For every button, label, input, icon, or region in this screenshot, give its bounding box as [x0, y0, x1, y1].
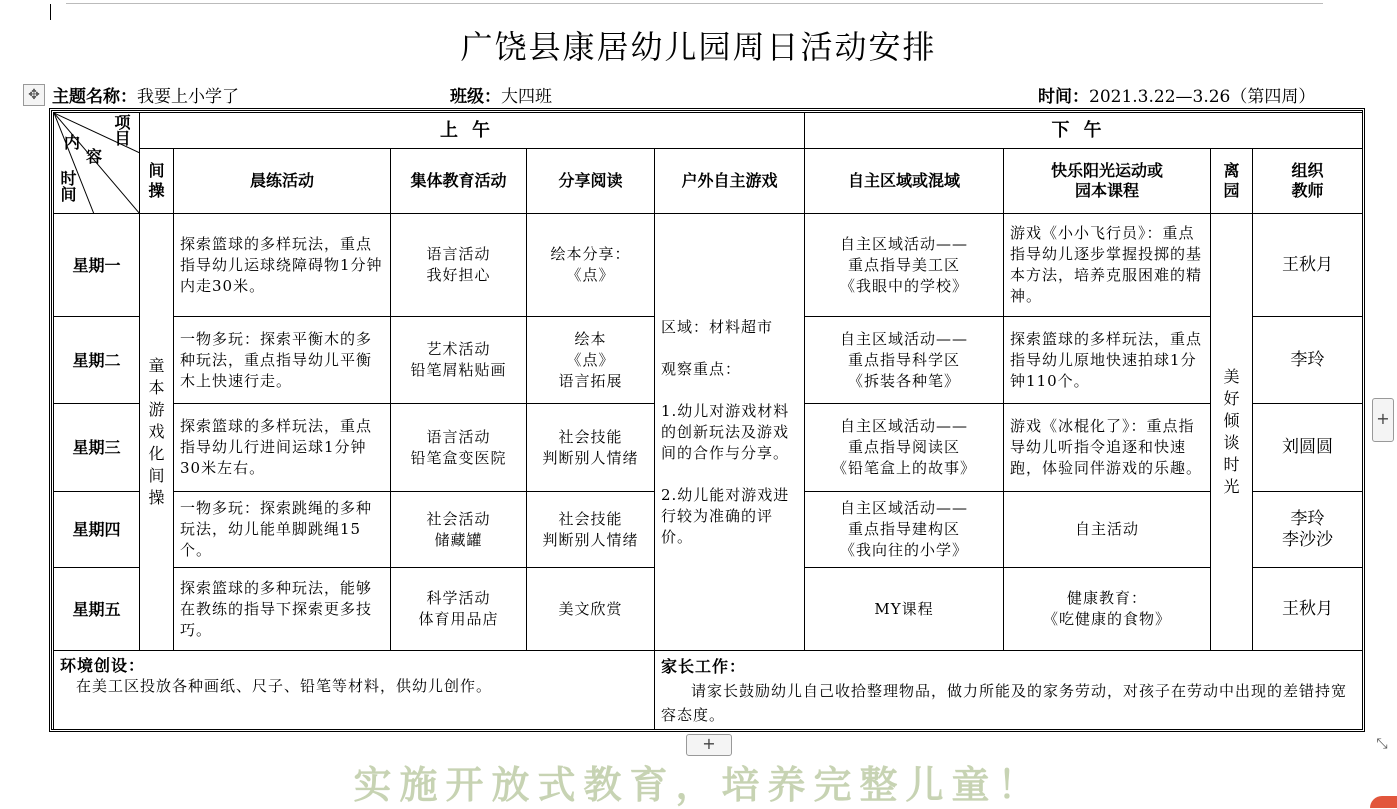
header-corner-cell: [54, 113, 140, 214]
chenlian-cell: 一物多玩：探索跳绳的多种玩法，幼儿能单脚跳绳15个。: [174, 492, 391, 568]
col-header-jiaoshi: 组织教师: [1253, 149, 1363, 214]
col-header-fenxiang: 分享阅读: [527, 149, 655, 214]
col-header-liyuan: 离园: [1211, 149, 1253, 214]
add-row-plus-icon[interactable]: +: [686, 734, 732, 756]
afternoon-header: 下午: [805, 113, 1363, 149]
environment-text: 在美工区投放各种画纸、尺子、铅笔等材料，供幼儿创作。: [76, 677, 493, 695]
footer-row: [54, 651, 1363, 730]
teacher-cell: 王秋月: [1253, 568, 1363, 651]
theme-label: 主题名称：: [52, 87, 137, 107]
kuaile-cell: 游戏《冰棍化了》：重点指导幼儿听指令追逐和快速跑，体验同伴游戏的乐趣。: [1004, 404, 1211, 492]
kuaile-cell: 游戏《小小飞行员》：重点指导幼儿逐步掌握投掷的基本方法，培养克服困难的精神。: [1004, 214, 1211, 317]
zizhu-cell: 自主区域活动—— 重点指导建构区 《我向往的小学》: [805, 492, 1004, 568]
time-label: 时间：: [1038, 87, 1089, 107]
text-cursor: [50, 4, 51, 20]
day-cell: 星期四: [54, 492, 140, 568]
col-header-jiancao: 间操: [140, 149, 174, 214]
fenxiang-cell: 社会技能 判断别人情绪: [527, 404, 655, 492]
jiti-cell: 艺术活动 铅笔屑粘贴画: [391, 317, 527, 404]
fenxiang-cell: 绘本分享： 《点》: [527, 214, 655, 317]
zizhu-cell: 自主区域活动—— 重点指导美工区 《我眼中的学校》: [805, 214, 1004, 317]
zizhu-cell: 自主区域活动—— 重点指导科学区 《拆装各种笔》: [805, 317, 1004, 404]
class-label: 班级：: [450, 87, 501, 107]
col-header-huwai: 户外自主游戏: [655, 149, 805, 214]
chenlian-cell: 探索篮球的多样玩法，重点指导幼儿行进间运球1分钟30米左右。: [174, 404, 391, 492]
jiti-cell: 社会活动 储藏罐: [391, 492, 527, 568]
teacher-cell: 李玲 李沙沙: [1253, 492, 1363, 568]
corner-content-label-2: 容: [86, 147, 104, 166]
jiti-cell: 语言活动 我好担心: [391, 214, 527, 317]
morning-header: 上午: [140, 113, 805, 149]
zizhu-cell: 自主区域活动—— 重点指导阅读区 《铅笔盒上的故事》: [805, 404, 1004, 492]
add-column-plus-icon[interactable]: +: [1372, 398, 1394, 442]
parent-work-text: 请家长鼓励幼儿自己收拾整理物品，做力所能及的家务劳动，对孩子在劳动中出现的差错持宽容态度。: [661, 682, 1348, 724]
kuaile-cell: 探索篮球的多样玩法，重点指导幼儿原地快速拍球1分钟110个。: [1004, 317, 1211, 404]
chenlian-cell: 一物多玩：探索平衡木的多种玩法，重点指导幼儿平衡木上快速行走。: [174, 317, 391, 404]
corner-item-label: 项目: [114, 113, 132, 148]
day-cell: 星期一: [54, 214, 140, 317]
col-header-zizhu: 自主区域或混域: [805, 149, 1004, 214]
teacher-cell: 刘圆圆: [1253, 404, 1363, 492]
chenlian-cell: 探索篮球的多样玩法，重点指导幼儿运球绕障碍物1分钟内走30米。: [174, 214, 391, 317]
fenxiang-cell: 美文欣赏: [527, 568, 655, 651]
environment-label: 环境创设：: [60, 656, 146, 675]
jiti-cell: 语言活动 铅笔盒变医院: [391, 404, 527, 492]
chenlian-cell: 探索篮球的多种玩法，能够在教练的指导下探索更多技巧。: [174, 568, 391, 651]
col-header-kuaile: 快乐阳光运动或园本课程: [1004, 149, 1211, 214]
document-title: 广饶县康居幼儿园周日活动安排: [460, 28, 937, 66]
schedule-table: [53, 112, 1363, 730]
environment-cell: [54, 651, 655, 730]
theme-value: 我要上小学了: [137, 87, 239, 107]
day-cell: 星期三: [54, 404, 140, 492]
time-value: 2021.3.22—3.26（第四周）: [1089, 87, 1316, 107]
slogan-footer: 实施开放式教育，培养完整儿童！: [353, 762, 1044, 807]
parent-work-label: 家长工作：: [661, 657, 747, 676]
jiti-cell: 科学活动 体育用品店: [391, 568, 527, 651]
class-value: 大四班: [501, 87, 552, 107]
page-top-rule: [66, 3, 1323, 4]
teacher-cell: 李玲: [1253, 317, 1363, 404]
class-field: [450, 82, 552, 107]
col-header-chenlian: 晨练活动: [174, 149, 391, 214]
parent-work-cell: [655, 651, 1363, 730]
corner-content-label: 内: [64, 133, 82, 152]
kuaile-cell: 健康教育： 《吃健康的食物》: [1004, 568, 1211, 651]
kuaile-cell: 自主活动: [1004, 492, 1211, 568]
zizhu-cell: MY课程: [805, 568, 1004, 651]
jiancao-cell: 童 本 游 戏 化 间 操: [140, 214, 174, 651]
fenxiang-cell: 绘本 《点》 语言拓展: [527, 317, 655, 404]
day-cell: 星期五: [54, 568, 140, 651]
table-move-handle-icon[interactable]: ✥: [23, 84, 45, 106]
corner-decoration: [1370, 796, 1397, 808]
table-row: [54, 214, 1363, 317]
fenxiang-cell: 社会技能 判断别人情绪: [527, 492, 655, 568]
teacher-cell: 王秋月: [1253, 214, 1363, 317]
theme-field: [52, 82, 239, 107]
liyuan-cell: 美 好 倾 谈 时 光: [1211, 214, 1253, 651]
day-cell: 星期二: [54, 317, 140, 404]
corner-time-label: 时间: [60, 169, 78, 204]
time-field: [1038, 82, 1315, 107]
table-resize-icon[interactable]: ⤡: [1376, 736, 1388, 752]
col-header-jiti: 集体教育活动: [391, 149, 527, 214]
outdoor-cell: 区域：材料超市 观察重点： 1.幼儿对游戏材料的创新玩法及游戏间的合作与分享。 2.幼儿能对游戏进行较为准确的评价。: [655, 214, 805, 651]
